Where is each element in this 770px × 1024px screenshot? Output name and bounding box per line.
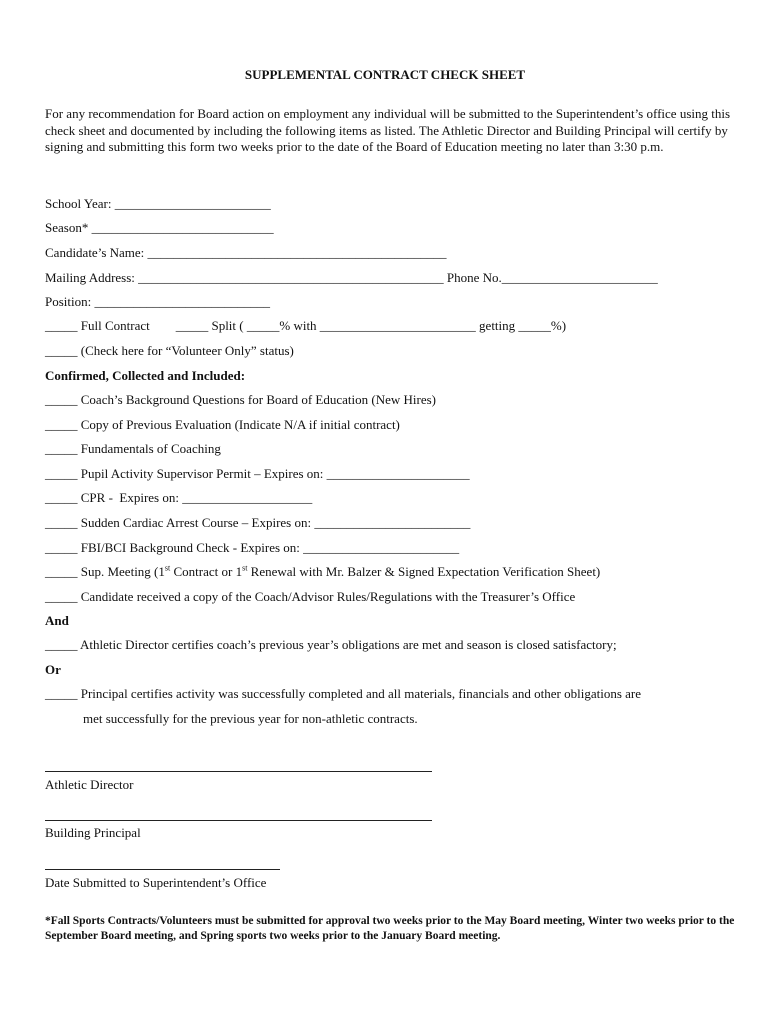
or-label: Or bbox=[45, 662, 61, 677]
checklist-item-sup-meeting[interactable]: _____ Sup. Meeting (1st Contract or 1st Renewal with Mr. Balzer & Signed Expectation Verification Sheet) bbox=[45, 563, 601, 579]
checklist-item-previous-evaluation[interactable]: _____ Copy of Previous Evaluation (Indicate N/A if initial contract) bbox=[45, 417, 400, 432]
intro-paragraph: For any recommendation for Board action on employment any individual will be submitted to the Superintendent’s office using this check sheet and documented by including the following items as listed. The Athletic Director and Building Principal will certify by signing and submitting this form two weeks prior to the date of the Board of Education meeting no later than 3:30 p.m. bbox=[45, 106, 731, 154]
checklist-item-background-questions[interactable]: _____ Coach’s Background Questions for Board of Education (New Hires) bbox=[45, 392, 436, 407]
checklist-item-cardiac-course[interactable]: _____ Sudden Cardiac Arrest Course – Expires on: ________________________ bbox=[45, 515, 471, 530]
athletic-director-certify[interactable]: _____ Athletic Director certifies coach’s previous year’s obligations are met and season is closed satisfactory; bbox=[45, 637, 617, 652]
checklist-item-fbi-bci[interactable]: _____ FBI/BCI Background Check - Expires on: ________________________ bbox=[45, 540, 460, 555]
checklist-item-pupil-permit[interactable]: _____ Pupil Activity Supervisor Permit – Expires on: ______________________ bbox=[45, 466, 470, 481]
contract-type-field[interactable]: _____ Full Contract _____ Split ( _____% with ________________________ getting _____%) bbox=[45, 318, 567, 333]
principal-certify-continued: met successfully for the previous year for non-athletic contracts. bbox=[83, 711, 418, 726]
building-principal-label: Building Principal bbox=[45, 825, 141, 840]
athletic-director-label: Athletic Director bbox=[45, 777, 134, 792]
athletic-director-signature-line[interactable] bbox=[45, 771, 432, 772]
position-field[interactable]: Position: ___________________________ bbox=[45, 294, 270, 309]
date-submitted-line[interactable] bbox=[45, 869, 280, 870]
footer-note: *Fall Sports Contracts/Volunteers must be submitted for approval two weeks prior to the May Board meeting, Winter two weeks prior to the September Board meeting, and Spring sports two weeks prior to the January Board meeting. bbox=[45, 915, 735, 942]
document-title: SUPPLEMENTAL CONTRACT CHECK SHEET bbox=[244, 67, 526, 82]
checklist-item-fundamentals[interactable]: _____ Fundamentals of Coaching bbox=[45, 441, 221, 456]
school-year-field[interactable]: School Year: ________________________ bbox=[45, 196, 271, 211]
checklist-item-candidate-copy[interactable]: _____ Candidate received a copy of the Coach/Advisor Rules/Regulations with the Treasurer’s Office bbox=[45, 589, 576, 604]
date-submitted-label: Date Submitted to Superintendent’s Office bbox=[45, 875, 267, 890]
candidate-name-field[interactable]: Candidate’s Name: ______________________________________________ bbox=[45, 245, 447, 260]
principal-certify[interactable]: _____ Principal certifies activity was successfully completed and all materials, financials and other obligations are bbox=[45, 686, 642, 701]
checklist-item-cpr[interactable]: _____ CPR - Expires on: ____________________ bbox=[45, 490, 313, 505]
building-principal-signature-line[interactable] bbox=[45, 820, 432, 821]
season-field[interactable]: Season* ____________________________ bbox=[45, 220, 274, 235]
mailing-address-phone-field[interactable]: Mailing Address: _______________________________________________ Phone No.________________________ bbox=[45, 270, 658, 285]
and-label: And bbox=[45, 613, 69, 628]
volunteer-only-checkbox[interactable]: _____ (Check here for “Volunteer Only” status) bbox=[45, 343, 294, 358]
confirmed-heading: Confirmed, Collected and Included: bbox=[45, 368, 246, 383]
